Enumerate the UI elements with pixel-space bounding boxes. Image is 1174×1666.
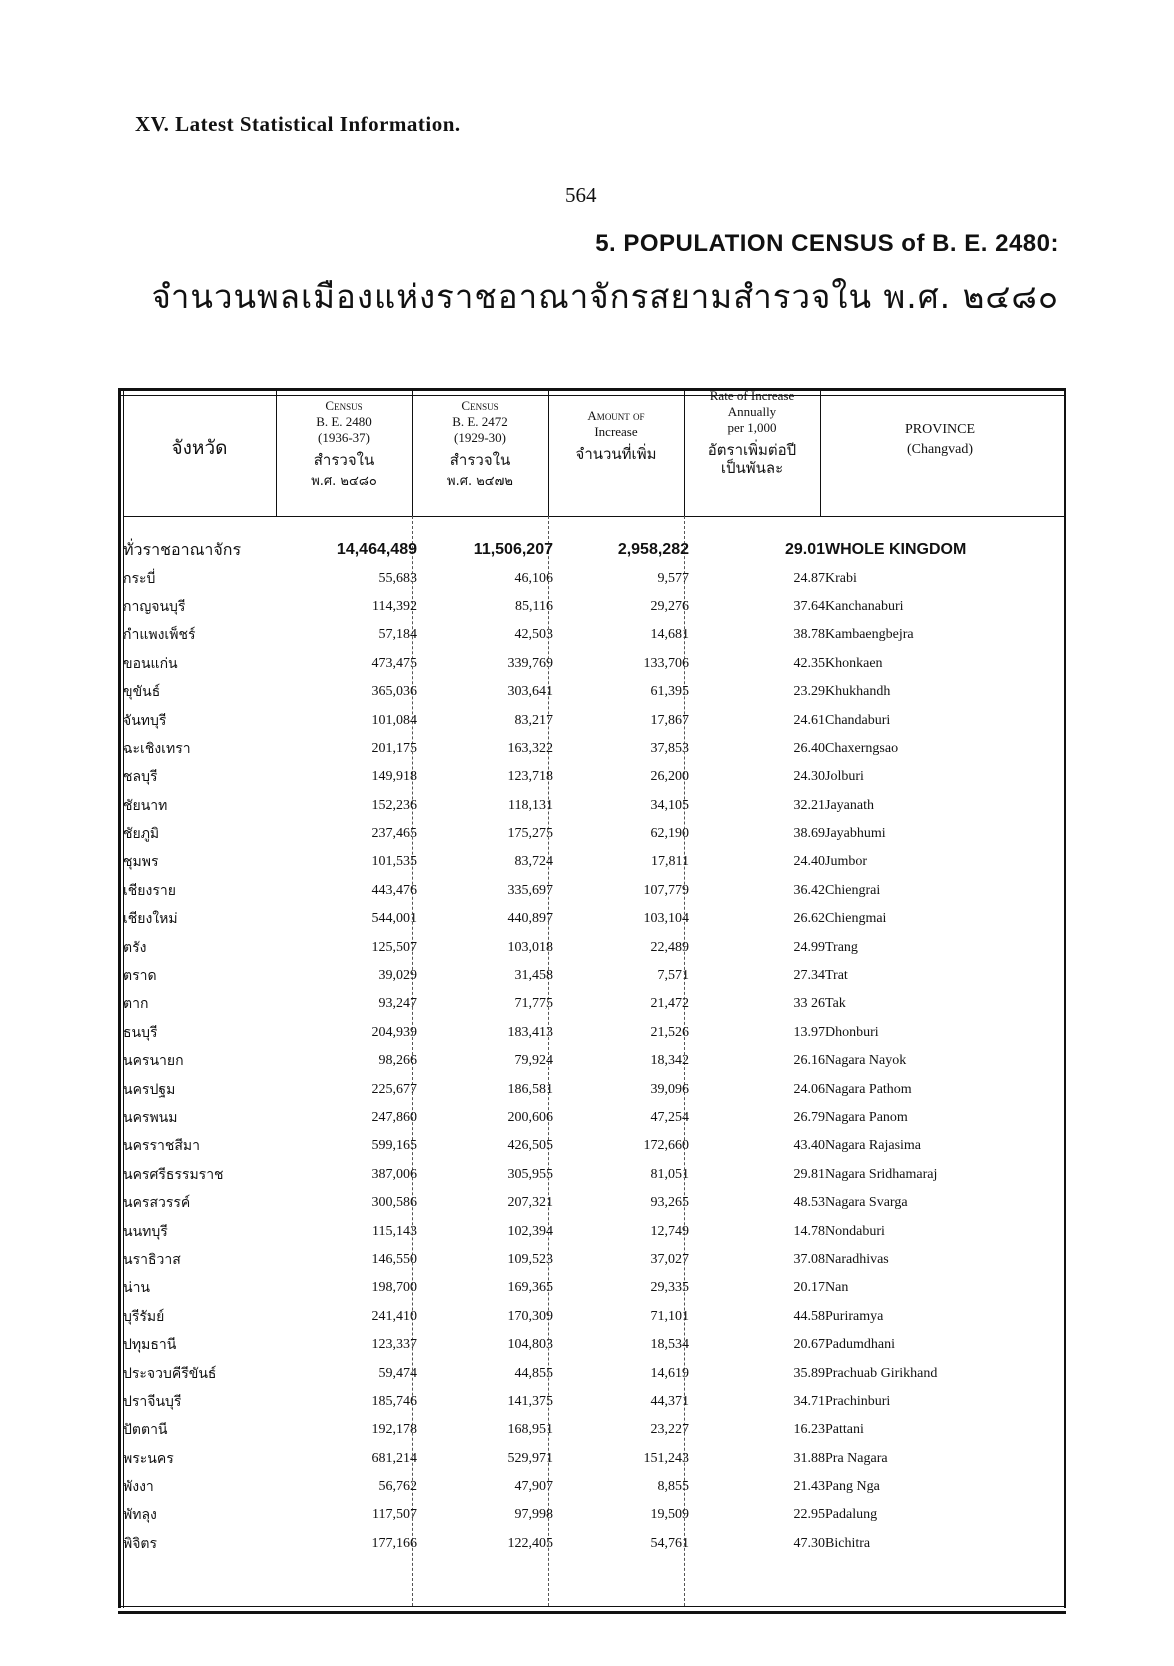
census-2472-cell: 83,724: [514, 854, 553, 870]
increase-cell: 29,335: [650, 1280, 689, 1296]
rate-cell: 38.78: [793, 627, 825, 643]
rate-cell: 34.71: [793, 1393, 825, 1409]
province-thai-cell: ขอนแก่น: [123, 656, 178, 672]
census-2472-cell: 71,775: [514, 996, 553, 1012]
increase-cell: 22,489: [650, 939, 689, 955]
increase-cell: 18,534: [650, 1337, 689, 1353]
title-thai: จำนวนพลเมืองแห่งราชอาณาจักรสยามสำรวจใน พ.ศ. ๒๔๘๐: [151, 277, 1059, 316]
census-2480-cell: 544,001: [371, 911, 417, 927]
census-2480-cell: 115,143: [372, 1223, 417, 1239]
table-row: [123, 1388, 1063, 1416]
census-2480-cell: 599,165: [371, 1138, 417, 1154]
province-english-cell: Chaxerngsao: [825, 740, 899, 756]
province-english-cell: WHOLE KINGDOM: [825, 541, 967, 559]
province-thai-cell: ประจวบคีรีขันธ์: [123, 1366, 217, 1382]
increase-cell: 93,265: [650, 1195, 689, 1211]
province-thai-cell: เชียงใหม่: [123, 912, 178, 928]
census-2480-cell: 149,918: [371, 769, 417, 785]
census-2472-cell: 163,322: [507, 740, 553, 756]
province-thai-cell: นนทบุรี: [123, 1224, 168, 1240]
header-rate: Rate of Increase Annually per 1,000 อัตราเพิ่มต่อปี เป็นพันละ: [707, 388, 797, 477]
total-row: [123, 536, 1063, 564]
province-english-cell: Krabi: [825, 570, 857, 586]
province-english-cell: Nagara Svarga: [825, 1195, 908, 1211]
province-thai-cell: ตรัง: [123, 940, 147, 956]
rate-cell: 48.53: [793, 1195, 825, 1211]
table-row: [123, 1501, 1063, 1529]
census-2472-cell: 47,907: [514, 1479, 553, 1495]
rate-cell: 43.40: [793, 1138, 825, 1154]
increase-cell: 8,855: [657, 1479, 689, 1495]
province-thai-cell: กำแพงเพ็ชร์: [123, 628, 196, 644]
increase-cell: 107,779: [643, 882, 689, 898]
census-2480-cell: 247,860: [371, 1110, 417, 1125]
province-english-cell: Puriramya: [825, 1308, 884, 1324]
census-2472-cell: 31,458: [514, 968, 553, 984]
census-2480-cell: 237,465: [371, 826, 417, 842]
province-english-cell: Nagara Panom: [825, 1110, 908, 1125]
census-2480-cell: 114,392: [372, 598, 417, 614]
province-english-cell: Dhonburi: [825, 1024, 879, 1040]
census-2472-cell: 305,955: [507, 1166, 553, 1182]
province-thai-cell: ธนบุรี: [123, 1025, 158, 1041]
census-table: [118, 388, 1066, 1618]
census-2480-cell: 101,535: [371, 854, 417, 870]
rate-cell: 20.17: [793, 1280, 825, 1296]
census-2472-cell: 168,951: [507, 1422, 553, 1438]
increase-cell: 17,867: [650, 712, 689, 728]
table-row: [123, 1303, 1063, 1331]
rate-cell: 21.43: [793, 1479, 825, 1495]
table-row: [123, 1445, 1063, 1473]
rate-cell: 32.21: [793, 797, 825, 813]
census-2472-cell: 440,897: [507, 911, 553, 927]
province-thai-cell: ชัยภูมิ: [123, 827, 160, 843]
increase-cell: 12,749: [650, 1223, 689, 1239]
census-2472-cell: 426,505: [507, 1138, 553, 1154]
table-row: [123, 1416, 1063, 1444]
table-row: [123, 1047, 1063, 1075]
census-2480-cell: 56,762: [378, 1479, 417, 1495]
province-english-cell: Kambaengbejra: [825, 627, 914, 643]
rate-cell: 26.16: [793, 1053, 825, 1069]
census-2472-cell: 102,394: [507, 1223, 553, 1239]
increase-cell: 18,342: [650, 1053, 689, 1069]
province-thai-cell: นครพนม: [123, 1111, 178, 1126]
province-thai-cell: พระนคร: [123, 1451, 174, 1467]
census-2480-cell: 39,029: [378, 968, 417, 984]
table-row: [123, 763, 1063, 791]
rate-cell: 24.87: [793, 570, 825, 586]
census-2480-cell: 101,084: [371, 712, 417, 728]
header-province: PROVINCE (Changvad): [904, 422, 975, 457]
province-thai-cell: ชุมพร: [123, 855, 159, 871]
rate-cell: 24.40: [793, 854, 825, 870]
increase-cell: 39,096: [650, 1081, 689, 1097]
province-english-cell: Chiengmai: [825, 911, 887, 927]
increase-cell: 26,200: [650, 769, 689, 785]
table-top-rule: [118, 388, 1066, 396]
increase-cell: 61,395: [650, 684, 689, 700]
census-2480-cell: 117,507: [372, 1507, 417, 1523]
province-thai-cell: บุรีรัมย์: [123, 1309, 165, 1325]
province-english-cell: Pang Nga: [825, 1479, 880, 1495]
census-2480-cell: 14,464,489: [336, 541, 417, 559]
census-2472-cell: 103,018: [507, 939, 553, 955]
province-english-cell: Nagara Rajasima: [825, 1138, 922, 1154]
province-english-cell: Trat: [825, 968, 848, 984]
province-english-cell: Jumbor: [825, 854, 867, 870]
census-2472-cell: 183,413: [507, 1024, 553, 1040]
rate-cell: 26.79: [793, 1110, 825, 1125]
table-row: [123, 877, 1063, 905]
increase-cell: 54,761: [650, 1535, 689, 1551]
table-row: [123, 1274, 1063, 1302]
page-number: 564: [565, 183, 597, 207]
census-2480-cell: 98,266: [378, 1053, 417, 1069]
table-row: [123, 1161, 1063, 1189]
table-bottom-rule: [118, 1606, 1066, 1614]
province-english-cell: Pattani: [825, 1422, 864, 1438]
rate-cell: 16.23: [793, 1422, 825, 1438]
census-2480-cell: 198,700: [371, 1280, 417, 1296]
increase-cell: 172,660: [643, 1138, 689, 1154]
increase-cell: 37,853: [650, 740, 689, 756]
census-2472-cell: 44,855: [514, 1365, 553, 1381]
census-2480-cell: 93,247: [378, 996, 417, 1012]
province-english-cell: Bichitra: [825, 1535, 871, 1551]
census-2472-cell: 207,321: [507, 1195, 553, 1211]
table-row: [123, 1132, 1063, 1160]
census-2472-cell: 118,131: [508, 797, 553, 813]
province-thai-cell: นครนายก: [123, 1054, 184, 1070]
rate-cell: 38.69: [793, 826, 825, 842]
rate-cell: 44.58: [793, 1308, 825, 1324]
census-2472-cell: 335,697: [507, 882, 553, 898]
increase-cell: 7,571: [657, 968, 689, 984]
census-2472-cell: 169,365: [507, 1280, 553, 1296]
table-row: [123, 1189, 1063, 1217]
table-row: [123, 735, 1063, 763]
rate-cell: 24.61: [793, 712, 825, 728]
province-english-cell: Kanchanaburi: [825, 598, 904, 614]
increase-cell: 44,371: [650, 1393, 689, 1409]
province-english-cell: Nagara Nayok: [825, 1053, 907, 1069]
increase-cell: 81,051: [650, 1166, 689, 1182]
rate-cell: 26.40: [793, 740, 825, 756]
province-thai-cell: พิจิตร: [123, 1536, 158, 1552]
province-english-cell: Jolburi: [825, 769, 864, 785]
table-left-rule: [118, 388, 121, 1608]
census-2480-cell: 241,410: [371, 1308, 417, 1324]
province-english-cell: Khonkaen: [825, 655, 883, 671]
province-thai-cell: นครปฐม: [123, 1082, 176, 1098]
census-2480-cell: 387,006: [371, 1166, 417, 1182]
province-english-cell: Nan: [825, 1280, 849, 1296]
rate-cell: 29.01: [784, 541, 825, 559]
rate-cell: 37.64: [793, 598, 825, 614]
table-row: [123, 820, 1063, 848]
increase-cell: 29,276: [650, 598, 689, 614]
increase-cell: 17,811: [651, 854, 689, 870]
census-2472-cell: 79,924: [514, 1053, 553, 1069]
table-row: [123, 621, 1063, 649]
header-thai-province: จังหวัด: [171, 437, 228, 459]
province-thai-cell: ตาก: [123, 997, 149, 1013]
increase-cell: 71,101: [650, 1308, 689, 1324]
increase-cell: 151,243: [643, 1450, 689, 1466]
census-2480-cell: 365,036: [371, 684, 417, 700]
census-2472-cell: 303,641: [507, 684, 553, 700]
rate-cell: 33 26: [793, 996, 825, 1012]
rate-cell: 13.97: [793, 1024, 825, 1040]
province-thai-cell: นครราชสีมา: [123, 1139, 200, 1155]
census-2480-cell: 681,214: [371, 1450, 417, 1466]
province-thai-cell: จันทบุรี: [123, 713, 167, 729]
rate-cell: 42.35: [793, 655, 825, 671]
census-2472-cell: 122,405: [507, 1535, 553, 1551]
table-row: [123, 962, 1063, 990]
census-data-table: [123, 536, 1063, 1558]
rate-cell: 47.30: [793, 1535, 825, 1551]
province-english-cell: Pra Nagara: [825, 1450, 888, 1466]
increase-cell: 21,472: [650, 996, 689, 1012]
census-2480-cell: 55,683: [378, 570, 417, 586]
title-english: 5. POPULATION CENSUS of B. E. 2480:: [595, 230, 1059, 257]
table-row: [123, 1359, 1063, 1387]
rate-cell: 36.42: [793, 882, 825, 898]
province-thai-cell: นราธิวาส: [123, 1252, 181, 1268]
header-census-2480: Census B. E. 2480 (1936-37) สำรวจใน พ.ศ. ๒๔๘๐: [311, 398, 377, 489]
census-2472-cell: 529,971: [507, 1450, 553, 1466]
table-row: [123, 1217, 1063, 1245]
census-2480-cell: 204,939: [371, 1024, 417, 1040]
census-2480-cell: 192,178: [371, 1422, 417, 1438]
province-english-cell: Naradhivas: [825, 1251, 889, 1267]
increase-cell: 37,027: [650, 1251, 689, 1267]
rate-cell: 31.88: [793, 1450, 825, 1466]
rate-cell: 27.34: [793, 968, 825, 984]
table-row: [123, 1331, 1063, 1359]
census-2472-cell: 42,503: [514, 627, 553, 643]
census-2480-cell: 57,184: [378, 627, 417, 643]
province-thai-cell: ขุขันธ์: [123, 685, 161, 701]
rate-cell: 24.99: [793, 939, 825, 955]
table-row: [123, 933, 1063, 961]
increase-cell: 14,619: [650, 1365, 689, 1381]
province-thai-cell: นครสวรรค์: [123, 1196, 191, 1212]
table-right-rule: [1064, 388, 1066, 1608]
rate-cell: 14.78: [793, 1223, 825, 1239]
rate-cell: 29.81: [793, 1166, 825, 1182]
census-2472-cell: 200,606: [507, 1110, 553, 1125]
province-thai-cell: พังงา: [123, 1480, 154, 1496]
province-english-cell: Jayabhumi: [825, 826, 886, 842]
province-thai-cell: ปัตตานี: [123, 1423, 168, 1439]
table-row: [123, 650, 1063, 678]
table-row: [123, 792, 1063, 820]
province-thai-cell: ปทุมธานี: [123, 1338, 177, 1354]
table-row: [123, 564, 1063, 592]
table-row: [123, 1019, 1063, 1047]
table-row: [123, 1104, 1063, 1132]
province-english-cell: Padumdhani: [825, 1337, 895, 1353]
census-2472-cell: 109,523: [507, 1251, 553, 1267]
census-2480-cell: 125,507: [371, 939, 417, 955]
census-2480-cell: 225,677: [371, 1081, 417, 1097]
province-thai-cell: ปราจีนบุรี: [123, 1394, 182, 1410]
census-2480-cell: 146,550: [371, 1251, 417, 1267]
table-row: [123, 1075, 1063, 1103]
province-english-cell: Prachinburi: [825, 1393, 891, 1409]
province-thai-cell: เชียงราย: [123, 883, 176, 899]
census-2472-cell: 83,217: [514, 712, 553, 728]
census-2480-cell: 152,236: [371, 797, 417, 813]
rate-cell: 24.30: [793, 769, 825, 785]
increase-cell: 19,509: [650, 1507, 689, 1523]
rate-cell: 23.29: [793, 684, 825, 700]
rate-cell: 35.89: [793, 1365, 825, 1381]
census-2480-cell: 473,475: [371, 655, 417, 671]
census-2472-cell: 46,106: [514, 570, 553, 586]
province-thai-cell: กาญจนบุรี: [123, 599, 186, 615]
increase-cell: 2,958,282: [617, 541, 689, 559]
table-row: [123, 1473, 1063, 1501]
census-2480-cell: 443,476: [371, 882, 417, 898]
section-heading: XV. Latest Statistical Information.: [135, 112, 461, 136]
province-thai-cell: ตราด: [123, 969, 157, 985]
census-2472-cell: 141,375: [507, 1393, 553, 1409]
rate-cell: 24.06: [793, 1081, 825, 1097]
census-2480-cell: 185,746: [371, 1393, 417, 1409]
province-thai-cell: ชลบุรี: [123, 770, 158, 786]
rate-cell: 37.08: [793, 1251, 825, 1267]
province-english-cell: Padalung: [825, 1507, 878, 1523]
header-rule: [123, 516, 1066, 517]
table-row: [123, 593, 1063, 621]
census-2480-cell: 201,175: [371, 740, 417, 756]
increase-cell: 23,227: [650, 1422, 689, 1438]
rate-cell: 26.62: [793, 911, 825, 927]
census-2472-cell: 123,718: [507, 769, 553, 785]
census-2472-cell: 339,769: [507, 655, 553, 671]
increase-cell: 103,104: [643, 911, 689, 927]
census-2480-cell: 59,474: [378, 1365, 417, 1381]
census-2472-cell: 170,309: [507, 1308, 553, 1324]
table-row: [123, 848, 1063, 876]
census-2472-cell: 175,275: [507, 826, 553, 842]
province-english-cell: Nondaburi: [825, 1223, 885, 1239]
province-english-cell: Chandaburi: [825, 712, 891, 728]
increase-cell: 9,577: [657, 570, 689, 586]
province-thai-cell: ทั่วราชอาณาจักร: [123, 539, 242, 559]
table-row: [123, 990, 1063, 1018]
census-2472-cell: 97,998: [514, 1507, 553, 1523]
province-english-cell: Nagara Pathom: [825, 1081, 912, 1097]
census-2472-cell: 11,506,207: [473, 541, 553, 559]
province-thai-cell: น่าน: [123, 1281, 151, 1297]
province-english-cell: Nagara Sridhamaraj: [825, 1166, 938, 1182]
rate-cell: 20.67: [793, 1337, 825, 1353]
increase-cell: 133,706: [643, 655, 689, 671]
province-thai-cell: ชัยนาท: [123, 798, 168, 814]
header-increase: Amount of Increase จำนวนที่เพิ่ม: [575, 408, 657, 463]
table-row: [123, 678, 1063, 706]
increase-cell: 62,190: [650, 826, 689, 842]
table-row: [123, 706, 1063, 734]
census-2472-cell: 186,581: [507, 1081, 553, 1097]
rate-cell: 22.95: [793, 1507, 825, 1523]
province-thai-cell: กระบี่: [123, 571, 156, 587]
census-2480-cell: 123,337: [371, 1337, 417, 1353]
increase-cell: 21,526: [650, 1024, 689, 1040]
table-row: [123, 1246, 1063, 1274]
increase-cell: 47,254: [650, 1110, 689, 1125]
province-thai-cell: พัทลุง: [123, 1508, 157, 1524]
province-english-cell: Trang: [825, 939, 858, 955]
table-row: [123, 1530, 1063, 1558]
province-english-cell: Khukhandh: [825, 684, 891, 700]
increase-cell: 14,681: [650, 627, 689, 643]
table-row: [123, 905, 1063, 933]
increase-cell: 34,105: [650, 797, 689, 813]
header-census-2472: Census B. E. 2472 (1929-30) สำรวจใน พ.ศ. ๒๔๗๒: [447, 398, 513, 489]
census-2472-cell: 104,803: [507, 1337, 553, 1353]
province-thai-cell: ฉะเชิงเทรา: [123, 741, 191, 757]
province-english-cell: Chiengrai: [825, 882, 881, 898]
province-english-cell: Tak: [825, 996, 846, 1012]
province-english-cell: Jayanath: [825, 797, 874, 813]
census-2480-cell: 177,166: [371, 1535, 417, 1551]
census-2472-cell: 85,116: [515, 598, 553, 614]
province-thai-cell: นครศรีธรรมราช: [123, 1167, 224, 1183]
province-english-cell: Prachuab Girikhand: [825, 1365, 938, 1381]
census-2480-cell: 300,586: [371, 1195, 417, 1211]
